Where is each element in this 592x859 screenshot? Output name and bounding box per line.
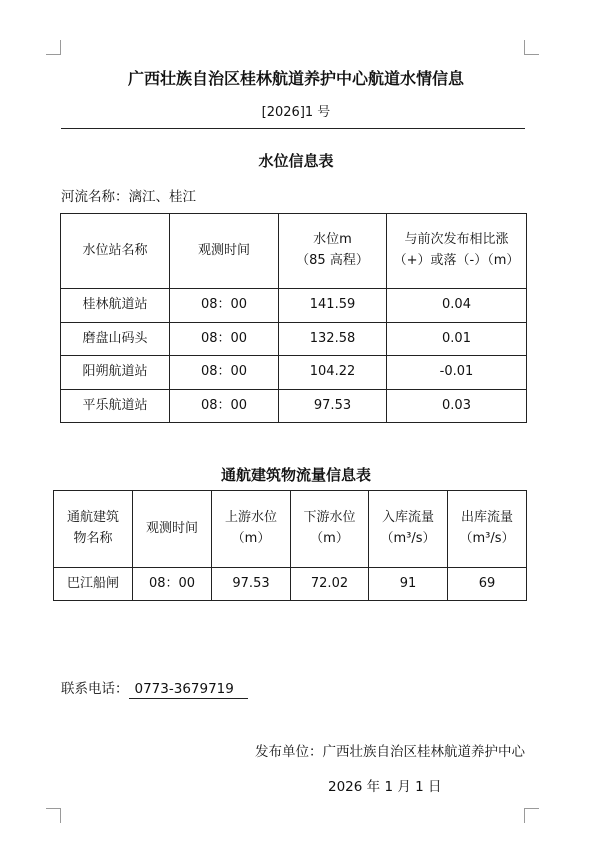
- observation-time: 08：00: [170, 289, 279, 323]
- table-row: [61, 323, 527, 356]
- station-name: 磨盘山码头: [61, 323, 170, 356]
- water-level-value: 104.22: [279, 356, 387, 390]
- water-level-table: [60, 213, 527, 423]
- table-row: [61, 356, 527, 390]
- structure-name: 巴江船闸: [54, 568, 133, 601]
- observation-time: 08：00: [170, 323, 279, 356]
- water-level-section-title: 水位信息表: [258, 152, 334, 170]
- column-header-downstream-level: 下游水位 （m）: [291, 491, 369, 568]
- observation-time: 08：00: [170, 390, 279, 423]
- column-header-time: 观测时间: [133, 491, 212, 568]
- flow-section-title: 通航建筑物流量信息表: [220, 466, 371, 484]
- page-corner-mark: [46, 40, 61, 55]
- inflow-value: 91: [369, 568, 448, 601]
- contact-line: [61, 677, 248, 699]
- column-header-outflow: 出库流量 （m³/s）: [448, 491, 527, 568]
- table-header-row: [61, 214, 527, 289]
- downstream-level-value: 72.02: [291, 568, 369, 601]
- contact-label: 联系电话：: [61, 681, 129, 697]
- level-change-value: 0.04: [387, 289, 527, 323]
- observation-time: 08：00: [170, 356, 279, 390]
- column-header-change: 与前次发布相比涨 （+）或落（-）（m）: [387, 214, 527, 289]
- table-row: [61, 390, 527, 423]
- station-name: 平乐航道站: [61, 390, 170, 423]
- station-name: 桂林航道站: [61, 289, 170, 323]
- flow-table: [53, 490, 527, 601]
- level-change-value: 0.03: [387, 390, 527, 423]
- water-level-value: 97.53: [279, 390, 387, 423]
- column-header-structure: 通航建筑 物名称: [54, 491, 133, 568]
- level-change-value: -0.01: [387, 356, 527, 390]
- column-header-upstream-level: 上游水位 （m）: [212, 491, 291, 568]
- column-header-level: 水位m （85 高程）: [279, 214, 387, 289]
- water-level-value: 132.58: [279, 323, 387, 356]
- publish-date: 2026 年 1 月 1 日: [328, 779, 442, 795]
- station-name: 阳朔航道站: [61, 356, 170, 390]
- column-header-time: 观测时间: [170, 214, 279, 289]
- page-corner-mark: [524, 808, 539, 823]
- table-header-row: [54, 491, 527, 568]
- river-name-label: 河流名称：漓江、桂江: [61, 189, 196, 205]
- column-header-station: 水位站名称: [61, 214, 170, 289]
- contact-phone: 0773-3679719: [129, 681, 248, 699]
- column-header-inflow: 入库流量 （m³/s）: [369, 491, 448, 568]
- document-title: 广西壮族自治区桂林航道养护中心航道水情信息: [127, 69, 464, 88]
- table-row: [61, 289, 527, 323]
- publisher-line: 发布单位：广西壮族自治区桂林航道养护中心: [255, 744, 525, 760]
- document-number: [2026]1 号: [261, 105, 331, 120]
- table-row: [54, 568, 527, 601]
- header-divider: [61, 128, 525, 129]
- observation-time: 08：00: [133, 568, 212, 601]
- water-level-value: 141.59: [279, 289, 387, 323]
- level-change-value: 0.01: [387, 323, 527, 356]
- outflow-value: 69: [448, 568, 527, 601]
- page-corner-mark: [46, 808, 61, 823]
- upstream-level-value: 97.53: [212, 568, 291, 601]
- page-corner-mark: [524, 40, 539, 55]
